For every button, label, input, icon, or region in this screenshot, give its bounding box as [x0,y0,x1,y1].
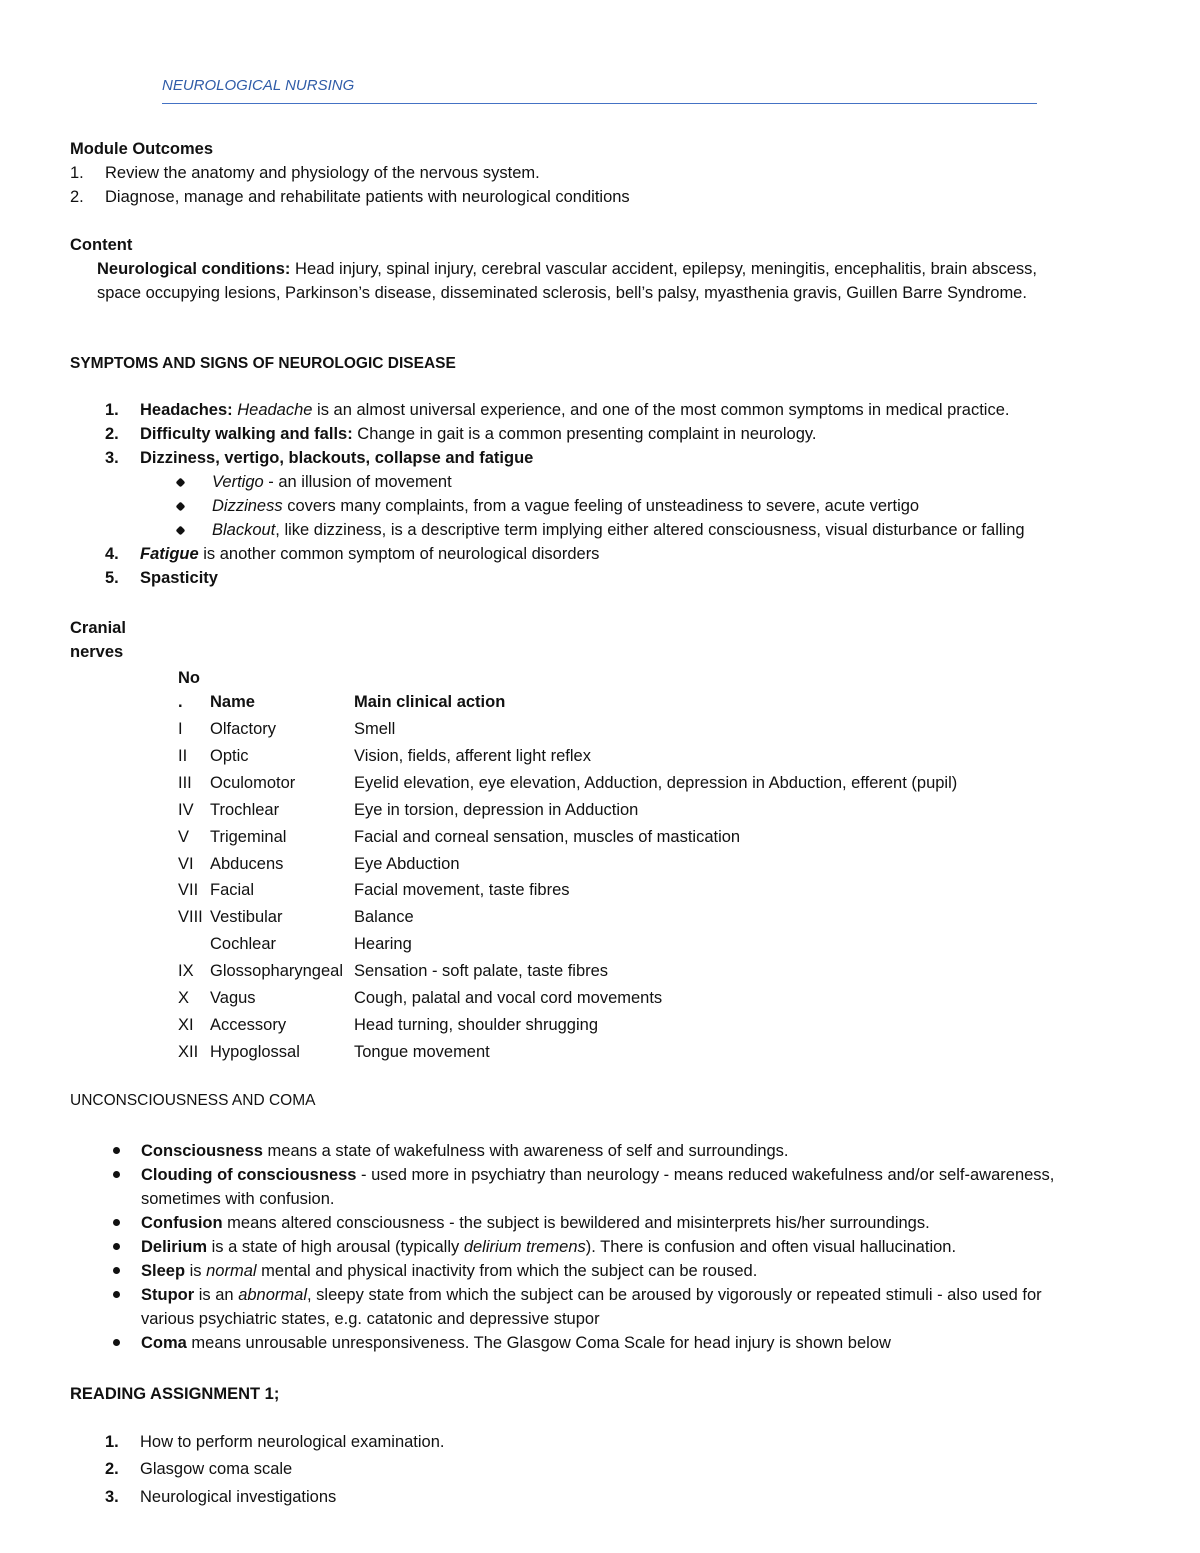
reading-item: 2. Glasgow coma scale [105,1460,293,1478]
coma-item: Sleep is normal mental and physical inactivity from which the subject can be roused. [141,1262,758,1280]
bullet-icon [113,1267,120,1274]
nerve-action: Tongue movement [354,1043,490,1061]
nerve-number: VIII [178,908,203,926]
bullet-icon [113,1171,120,1178]
column-header-no: No [178,669,200,687]
nerve-number: V [178,828,190,846]
column-header-action: Main clinical action [354,693,506,711]
symptom-item: 1. Headaches: Headache is an almost universal experience, and one of the most common symptoms in medical practice. [105,401,1010,419]
nerve-number: IX [178,962,194,980]
nerve-action: Facial movement, taste fibres [354,881,570,899]
nerve-number: III [178,774,192,792]
nerve-action: Cough, palatal and vocal cord movements [354,989,663,1007]
nerve-name: Glossopharyngeal [210,962,343,980]
bullet-icon [176,502,186,512]
bullet-icon [176,526,186,536]
nerve-name: Abducens [210,855,284,873]
outcome-item: 1. Review the anatomy and physiology of the nervous system. [70,164,540,182]
outcomes-heading: Module Outcomes [70,140,214,158]
bullet-icon [113,1243,120,1250]
reading-item: 1. How to perform neurological examination. [105,1433,445,1451]
nerve-number: XII [178,1043,199,1061]
symptom-item: 2. Difficulty walking and falls: Change in gait is a common presenting complaint in neurology. [105,425,817,443]
outcome-item: 2. Diagnose, manage and rehabilitate patients with neurological conditions [70,188,630,206]
cranial-heading: Cranial [70,619,126,637]
nerve-action: Balance [354,908,414,926]
coma-item: Stupor is an abnormal, sleepy state from which the subject can be aroused by vigorously or repeated stimuli - also used for [141,1286,1042,1304]
nerve-name: Vestibular [210,908,283,926]
header-rule [162,103,1037,104]
nerve-name: Hypoglossal [210,1043,300,1061]
bullet-icon [113,1339,120,1346]
nerve-action: Eye in torsion, depression in Adduction [354,801,639,819]
nerve-action: Eye Abduction [354,855,460,873]
reading-item: 3. Neurological investigations [105,1488,337,1506]
content-line: space occupying lesions, Parkinson’s disease, disseminated sclerosis, bell’s palsy, myasthenia gravis, Guillen Barre Syndrome. [97,284,1027,302]
column-header-no: . [178,693,183,711]
page-title: NEUROLOGICAL NURSING [162,77,355,94]
coma-item: Clouding of consciousness - used more in psychiatry than neurology - means reduced wakefulness and/or self-awareness, [141,1166,1055,1184]
content-heading: Content [70,236,133,254]
nerve-number: IV [178,801,194,819]
coma-item: Delirium is a state of high arousal (typically delirium tremens). There is confusion and often visual hallucination. [141,1238,957,1256]
bullet-icon [113,1219,120,1226]
coma-item-cont: various psychiatric states, e.g. catatonic and depressive stupor [141,1310,600,1328]
nerve-action: Head turning, shoulder shrugging [354,1016,598,1034]
column-header-name: Name [210,693,255,711]
nerve-number: VI [178,855,194,873]
nerve-name: Optic [210,747,249,765]
nerve-action: Vision, fields, afferent light reflex [354,747,591,765]
symptom-item: 5. Spasticity [105,569,218,587]
coma-heading: UNCONSCIOUSNESS AND COMA [70,1092,316,1109]
nerve-name: Facial [210,881,255,899]
coma-item: Coma means unrousable unresponsiveness. The Glasgow Coma Scale for head injury is shown below [141,1334,891,1352]
symptom-subitem: Dizziness covers many complaints, from a vague feeling of unsteadiness to severe, acute vertigo [212,497,920,515]
symptom-item: 3. Dizziness, vertigo, blackouts, collapse and fatigue [105,449,534,467]
nerve-name: Vagus [210,989,256,1007]
symptom-item: 4. Fatigue is another common symptom of neurological disorders [105,545,600,563]
nerve-name: Cochlear [210,935,277,953]
symptom-subitem: Blackout, like dizziness, is a descriptive term implying either altered consciousness, visual disturbance or falling [212,521,1025,539]
symptoms-heading: SYMPTOMS AND SIGNS OF NEUROLOGIC DISEASE [70,355,456,372]
cranial-heading: nerves [70,643,124,661]
nerve-number: VII [178,881,199,899]
coma-item-cont: sometimes with confusion. [141,1190,335,1208]
symptom-subitem: Vertigo - an illusion of movement [212,473,452,491]
nerve-name: Trochlear [210,801,280,819]
nerve-action: Sensation - soft palate, taste fibres [354,962,609,980]
reading-heading: READING ASSIGNMENT 1; [70,1385,280,1403]
nerve-action: Hearing [354,935,412,953]
nerve-number: II [178,747,188,765]
bullet-icon [113,1291,120,1298]
bullet-icon [176,478,186,488]
nerve-number: XI [178,1016,194,1034]
bullet-icon [113,1147,120,1154]
content-line: Neurological conditions: Head injury, spinal injury, cerebral vascular accident, epilepsy, meningitis, encephalitis, brain abscess, [97,260,1037,278]
nerve-action: Eyelid elevation, eye elevation, Adduction, depression in Abduction, efferent (pupil) [354,774,958,792]
nerve-action: Smell [354,720,396,738]
nerve-number: X [178,989,190,1007]
coma-item: Consciousness means a state of wakefulness with awareness of self and surroundings. [141,1142,789,1160]
nerve-name: Olfactory [210,720,277,738]
nerve-action: Facial and corneal sensation, muscles of mastication [354,828,741,846]
nerve-name: Accessory [210,1016,287,1034]
nerve-number: I [178,720,183,738]
nerve-name: Trigeminal [210,828,287,846]
coma-item: Confusion means altered consciousness - the subject is bewildered and misinterprets his/her surroundings. [141,1214,930,1232]
nerve-name: Oculomotor [210,774,296,792]
